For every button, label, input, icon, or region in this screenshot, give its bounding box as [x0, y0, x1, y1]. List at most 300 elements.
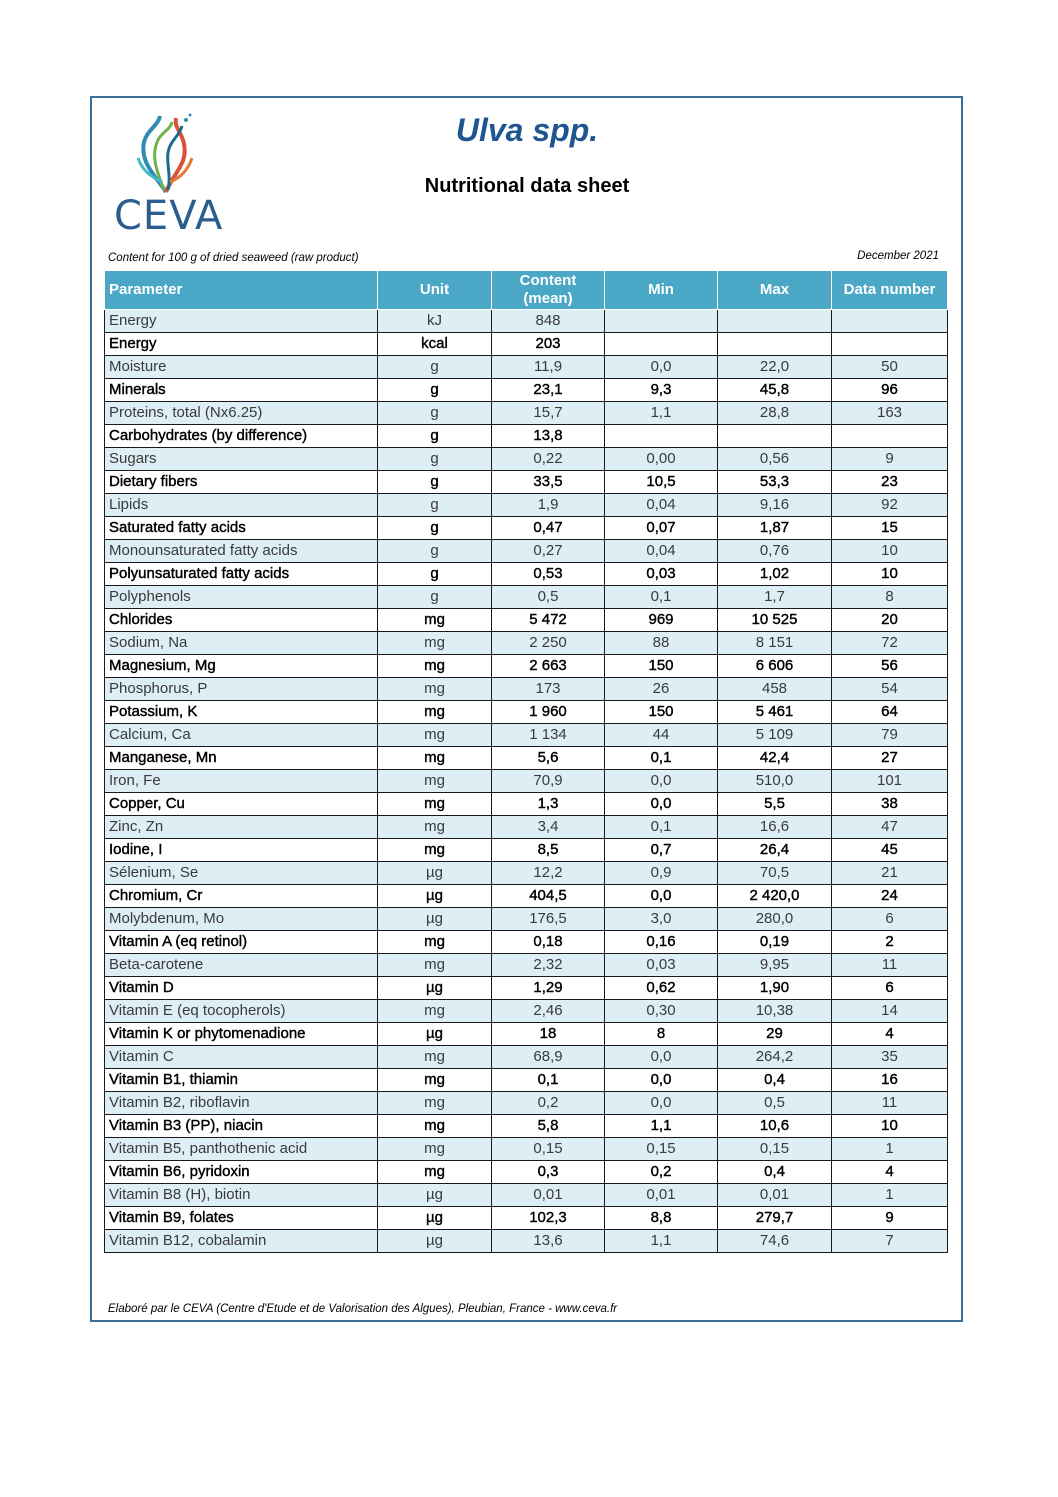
table-row [105, 1184, 948, 1207]
data-number-cell: 10 [832, 563, 948, 586]
parameter-cell: Vitamin B9, folates [105, 1207, 378, 1230]
unit-cell: mg [378, 609, 492, 632]
data-number-cell: 6 [832, 908, 948, 931]
data-number-cell [832, 310, 948, 333]
unit-cell: µg [378, 977, 492, 1000]
table-row [105, 402, 948, 425]
content-cell: 1 960 [492, 701, 605, 724]
parameter-cell: Copper, Cu [105, 793, 378, 816]
data-number-cell: 4 [832, 1023, 948, 1046]
parameter-cell: Zinc, Zn [105, 816, 378, 839]
min-cell: 0,04 [605, 494, 718, 517]
table-row [105, 954, 948, 977]
data-number-cell: 27 [832, 747, 948, 770]
data-number-cell: 10 [832, 540, 948, 563]
table-row [105, 494, 948, 517]
data-number-cell: 14 [832, 1000, 948, 1023]
data-number-cell: 47 [832, 816, 948, 839]
data-number-cell: 35 [832, 1046, 948, 1069]
data-number-cell: 1 [832, 1138, 948, 1161]
data-number-cell: 7 [832, 1230, 948, 1253]
unit-cell: g [378, 586, 492, 609]
min-cell: 3,0 [605, 908, 718, 931]
min-cell: 1,1 [605, 1230, 718, 1253]
parameter-cell: Moisture [105, 356, 378, 379]
min-cell: 1,1 [605, 1115, 718, 1138]
table-row [105, 1023, 948, 1046]
table-row [105, 586, 948, 609]
unit-cell: mg [378, 1092, 492, 1115]
max-cell: 1,90 [718, 977, 832, 1000]
content-cell: 68,9 [492, 1046, 605, 1069]
parameter-cell: Vitamin B3 (PP), niacin [105, 1115, 378, 1138]
parameter-cell: Vitamin E (eq tocopherols) [105, 1000, 378, 1023]
data-number-cell: 9 [832, 1207, 948, 1230]
min-cell [605, 425, 718, 448]
content-cell: 3,4 [492, 816, 605, 839]
parameter-cell: Polyunsaturated fatty acids [105, 563, 378, 586]
data-number-cell: 21 [832, 862, 948, 885]
column-header: Content (mean) [492, 271, 605, 310]
max-cell: 264,2 [718, 1046, 832, 1069]
table-row [105, 1115, 948, 1138]
min-cell: 88 [605, 632, 718, 655]
table-row [105, 1138, 948, 1161]
table-row [105, 1230, 948, 1253]
min-cell: 0,1 [605, 586, 718, 609]
unit-cell: mg [378, 793, 492, 816]
unit-cell: mg [378, 678, 492, 701]
data-number-cell: 45 [832, 839, 948, 862]
min-cell [605, 333, 718, 356]
parameter-cell: Dietary fibers [105, 471, 378, 494]
unit-cell: g [378, 356, 492, 379]
min-cell: 0,62 [605, 977, 718, 1000]
data-number-cell: 11 [832, 1092, 948, 1115]
column-header: Data number [832, 271, 948, 310]
content-cell: 23,1 [492, 379, 605, 402]
content-cell: 1,3 [492, 793, 605, 816]
unit-cell: mg [378, 1115, 492, 1138]
min-cell: 0,0 [605, 1069, 718, 1092]
table-row [105, 310, 948, 333]
table-body [105, 310, 948, 1253]
table-row [105, 632, 948, 655]
parameter-cell: Energy [105, 310, 378, 333]
content-cell: 1,9 [492, 494, 605, 517]
data-number-cell: 10 [832, 1115, 948, 1138]
data-number-cell: 6 [832, 977, 948, 1000]
table-row [105, 379, 948, 402]
unit-cell: µg [378, 1184, 492, 1207]
parameter-cell: Beta-carotene [105, 954, 378, 977]
max-cell: 2 420,0 [718, 885, 832, 908]
table-row [105, 908, 948, 931]
content-cell: 1 134 [492, 724, 605, 747]
min-cell: 0,7 [605, 839, 718, 862]
content-cell: 12,2 [492, 862, 605, 885]
min-cell: 969 [605, 609, 718, 632]
table-row [105, 862, 948, 885]
data-number-cell: 9 [832, 448, 948, 471]
footer-credit: Elaboré par le CEVA (Centre d'Etude et de Valorisation des Algues), Pleubian, France - www.ceva.fr [108, 1303, 618, 1315]
data-number-cell: 64 [832, 701, 948, 724]
column-header: Unit [378, 271, 492, 310]
parameter-cell: Lipids [105, 494, 378, 517]
unit-cell: g [378, 494, 492, 517]
min-cell: 0,07 [605, 517, 718, 540]
unit-cell: µg [378, 885, 492, 908]
min-cell: 44 [605, 724, 718, 747]
max-cell: 74,6 [718, 1230, 832, 1253]
data-number-cell: 92 [832, 494, 948, 517]
content-cell: 0,47 [492, 517, 605, 540]
max-cell: 0,4 [718, 1069, 832, 1092]
content-cell: 0,27 [492, 540, 605, 563]
table-row [105, 724, 948, 747]
max-cell: 5,5 [718, 793, 832, 816]
unit-cell: g [378, 517, 492, 540]
parameter-cell: Phosphorus, P [105, 678, 378, 701]
unit-cell: mg [378, 1069, 492, 1092]
max-cell: 0,19 [718, 931, 832, 954]
table-row [105, 747, 948, 770]
nutrition-table [104, 270, 948, 1253]
max-cell: 42,4 [718, 747, 832, 770]
max-cell: 9,95 [718, 954, 832, 977]
parameter-cell: Vitamin B12, cobalamin [105, 1230, 378, 1253]
table-row [105, 517, 948, 540]
content-cell: 8,5 [492, 839, 605, 862]
max-cell [718, 333, 832, 356]
parameter-cell: Vitamin D [105, 977, 378, 1000]
parameter-cell: Potassium, K [105, 701, 378, 724]
min-cell: 1,1 [605, 402, 718, 425]
min-cell: 0,0 [605, 793, 718, 816]
unit-cell: mg [378, 931, 492, 954]
max-cell: 45,8 [718, 379, 832, 402]
unit-cell: g [378, 563, 492, 586]
unit-cell: g [378, 448, 492, 471]
parameter-cell: Magnesium, Mg [105, 655, 378, 678]
content-cell: 2,32 [492, 954, 605, 977]
data-number-cell: 23 [832, 471, 948, 494]
content-cell: 13,6 [492, 1230, 605, 1253]
data-number-cell: 1 [832, 1184, 948, 1207]
data-number-cell: 101 [832, 770, 948, 793]
max-cell: 510,0 [718, 770, 832, 793]
content-cell: 176,5 [492, 908, 605, 931]
max-cell: 458 [718, 678, 832, 701]
table-row [105, 839, 948, 862]
data-number-cell: 72 [832, 632, 948, 655]
data-number-cell [832, 333, 948, 356]
min-cell: 0,0 [605, 885, 718, 908]
parameter-cell: Vitamin B1, thiamin [105, 1069, 378, 1092]
max-cell: 0,76 [718, 540, 832, 563]
max-cell: 280,0 [718, 908, 832, 931]
content-cell: 33,5 [492, 471, 605, 494]
data-number-cell: 38 [832, 793, 948, 816]
max-cell: 29 [718, 1023, 832, 1046]
table-header-row [105, 271, 948, 310]
max-cell [718, 425, 832, 448]
min-cell: 0,0 [605, 770, 718, 793]
parameter-cell: Molybdenum, Mo [105, 908, 378, 931]
table-row [105, 701, 948, 724]
parameter-cell: Sugars [105, 448, 378, 471]
content-note: Content for 100 g of dried seaweed (raw product) [108, 252, 359, 264]
min-cell: 0,03 [605, 563, 718, 586]
table-row [105, 333, 948, 356]
content-cell: 102,3 [492, 1207, 605, 1230]
content-cell: 5,6 [492, 747, 605, 770]
table-row [105, 1069, 948, 1092]
date-label: December 2021 [857, 250, 939, 262]
table-row [105, 678, 948, 701]
content-cell: 203 [492, 333, 605, 356]
min-cell: 0,03 [605, 954, 718, 977]
table-row [105, 1000, 948, 1023]
min-cell: 0,2 [605, 1161, 718, 1184]
max-cell: 28,8 [718, 402, 832, 425]
unit-cell: mg [378, 1161, 492, 1184]
max-cell: 10,38 [718, 1000, 832, 1023]
min-cell: 8,8 [605, 1207, 718, 1230]
data-number-cell: 11 [832, 954, 948, 977]
unit-cell: mg [378, 655, 492, 678]
max-cell: 1,7 [718, 586, 832, 609]
table-row [105, 1092, 948, 1115]
unit-cell: µg [378, 862, 492, 885]
unit-cell: mg [378, 954, 492, 977]
unit-cell: µg [378, 1207, 492, 1230]
max-cell: 6 606 [718, 655, 832, 678]
content-cell: 0,01 [492, 1184, 605, 1207]
table-row [105, 448, 948, 471]
min-cell: 0,00 [605, 448, 718, 471]
content-cell: 70,9 [492, 770, 605, 793]
table-row [105, 816, 948, 839]
parameter-cell: Chromium, Cr [105, 885, 378, 908]
unit-cell: g [378, 471, 492, 494]
min-cell: 0,0 [605, 356, 718, 379]
parameter-cell: Saturated fatty acids [105, 517, 378, 540]
column-header: Max [718, 271, 832, 310]
column-header: Parameter [105, 271, 378, 310]
table-row [105, 793, 948, 816]
unit-cell: kcal [378, 333, 492, 356]
parameter-cell: Proteins, total (Nx6.25) [105, 402, 378, 425]
unit-cell: mg [378, 747, 492, 770]
unit-cell: g [378, 540, 492, 563]
parameter-cell: Vitamin C [105, 1046, 378, 1069]
content-cell: 2 663 [492, 655, 605, 678]
max-cell: 9,16 [718, 494, 832, 517]
content-cell: 0,2 [492, 1092, 605, 1115]
max-cell: 0,56 [718, 448, 832, 471]
data-number-cell: 16 [832, 1069, 948, 1092]
unit-cell: mg [378, 724, 492, 747]
max-cell: 0,5 [718, 1092, 832, 1115]
data-sheet [90, 96, 963, 1322]
table-row [105, 1046, 948, 1069]
max-cell: 53,3 [718, 471, 832, 494]
table-row [105, 655, 948, 678]
parameter-cell: Vitamin A (eq retinol) [105, 931, 378, 954]
page-title: Ulva spp. [455, 112, 599, 148]
table-row [105, 609, 948, 632]
min-cell: 26 [605, 678, 718, 701]
data-number-cell: 15 [832, 517, 948, 540]
table-row [105, 563, 948, 586]
parameter-cell: Vitamin B6, pyridoxin [105, 1161, 378, 1184]
parameter-cell: Polyphenols [105, 586, 378, 609]
content-cell: 0,15 [492, 1138, 605, 1161]
data-number-cell: 24 [832, 885, 948, 908]
table-row [105, 425, 948, 448]
unit-cell: mg [378, 1138, 492, 1161]
table-row [105, 1161, 948, 1184]
data-number-cell: 20 [832, 609, 948, 632]
max-cell: 1,87 [718, 517, 832, 540]
content-cell: 18 [492, 1023, 605, 1046]
data-number-cell: 4 [832, 1161, 948, 1184]
unit-cell: mg [378, 632, 492, 655]
parameter-cell: Vitamin B8 (H), biotin [105, 1184, 378, 1207]
max-cell [718, 310, 832, 333]
unit-cell: mg [378, 816, 492, 839]
min-cell: 0,04 [605, 540, 718, 563]
parameter-cell: Monounsaturated fatty acids [105, 540, 378, 563]
content-cell: 0,18 [492, 931, 605, 954]
min-cell: 0,1 [605, 816, 718, 839]
unit-cell: mg [378, 770, 492, 793]
unit-cell: µg [378, 1023, 492, 1046]
content-cell: 13,8 [492, 425, 605, 448]
max-cell: 22,0 [718, 356, 832, 379]
min-cell [605, 310, 718, 333]
max-cell: 10,6 [718, 1115, 832, 1138]
min-cell: 0,1 [605, 747, 718, 770]
content-cell: 15,7 [492, 402, 605, 425]
min-cell: 0,0 [605, 1046, 718, 1069]
unit-cell: g [378, 425, 492, 448]
max-cell: 26,4 [718, 839, 832, 862]
content-cell: 1,29 [492, 977, 605, 1000]
content-cell: 0,53 [492, 563, 605, 586]
table-row [105, 770, 948, 793]
content-cell: 404,5 [492, 885, 605, 908]
content-cell: 5 472 [492, 609, 605, 632]
table-row [105, 540, 948, 563]
data-number-cell: 79 [832, 724, 948, 747]
min-cell: 0,15 [605, 1138, 718, 1161]
unit-cell: mg [378, 839, 492, 862]
content-cell: 173 [492, 678, 605, 701]
data-number-cell: 8 [832, 586, 948, 609]
table-row [105, 885, 948, 908]
table-row [105, 356, 948, 379]
parameter-cell: Energy [105, 333, 378, 356]
min-cell: 0,30 [605, 1000, 718, 1023]
unit-cell: µg [378, 908, 492, 931]
max-cell: 0,4 [718, 1161, 832, 1184]
table-row [105, 977, 948, 1000]
min-cell: 0,16 [605, 931, 718, 954]
data-number-cell: 163 [832, 402, 948, 425]
content-cell: 2,46 [492, 1000, 605, 1023]
content-cell: 848 [492, 310, 605, 333]
unit-cell: mg [378, 1000, 492, 1023]
parameter-cell: Vitamin B5, panthothenic acid [105, 1138, 378, 1161]
unit-cell: g [378, 379, 492, 402]
table-row [105, 1207, 948, 1230]
parameter-cell: Minerals [105, 379, 378, 402]
max-cell: 16,6 [718, 816, 832, 839]
column-header: Min [605, 271, 718, 310]
min-cell: 8 [605, 1023, 718, 1046]
min-cell: 9,3 [605, 379, 718, 402]
max-cell: 279,7 [718, 1207, 832, 1230]
parameter-cell: Chlorides [105, 609, 378, 632]
parameter-cell: Carbohydrates (by difference) [105, 425, 378, 448]
min-cell: 0,01 [605, 1184, 718, 1207]
max-cell: 10 525 [718, 609, 832, 632]
content-cell: 0,22 [492, 448, 605, 471]
unit-cell: g [378, 402, 492, 425]
content-cell: 0,3 [492, 1161, 605, 1184]
unit-cell: kJ [378, 310, 492, 333]
logo-text: CEVA [114, 193, 224, 239]
table-row [105, 931, 948, 954]
unit-cell: mg [378, 701, 492, 724]
unit-cell: mg [378, 1046, 492, 1069]
max-cell: 1,02 [718, 563, 832, 586]
max-cell: 8 151 [718, 632, 832, 655]
parameter-cell: Vitamin B2, riboflavin [105, 1092, 378, 1115]
parameter-cell: Manganese, Mn [105, 747, 378, 770]
content-cell: 0,5 [492, 586, 605, 609]
content-cell: 0,1 [492, 1069, 605, 1092]
min-cell: 150 [605, 701, 718, 724]
parameter-cell: Iodine, I [105, 839, 378, 862]
table-row [105, 471, 948, 494]
data-number-cell: 56 [832, 655, 948, 678]
content-cell: 11,9 [492, 356, 605, 379]
parameter-cell: Sélenium, Se [105, 862, 378, 885]
parameter-cell: Calcium, Ca [105, 724, 378, 747]
min-cell: 0,9 [605, 862, 718, 885]
parameter-cell: Sodium, Na [105, 632, 378, 655]
max-cell: 5 109 [718, 724, 832, 747]
min-cell: 10,5 [605, 471, 718, 494]
min-cell: 150 [605, 655, 718, 678]
data-number-cell: 96 [832, 379, 948, 402]
content-cell: 2 250 [492, 632, 605, 655]
max-cell: 0,01 [718, 1184, 832, 1207]
page-subtitle: Nutritional data sheet [424, 175, 630, 197]
data-number-cell: 50 [832, 356, 948, 379]
max-cell: 5 461 [718, 701, 832, 724]
data-number-cell [832, 425, 948, 448]
data-number-cell: 54 [832, 678, 948, 701]
data-number-cell: 2 [832, 931, 948, 954]
max-cell: 70,5 [718, 862, 832, 885]
min-cell: 0,0 [605, 1092, 718, 1115]
parameter-cell: Vitamin K or phytomenadione [105, 1023, 378, 1046]
content-cell: 5,8 [492, 1115, 605, 1138]
